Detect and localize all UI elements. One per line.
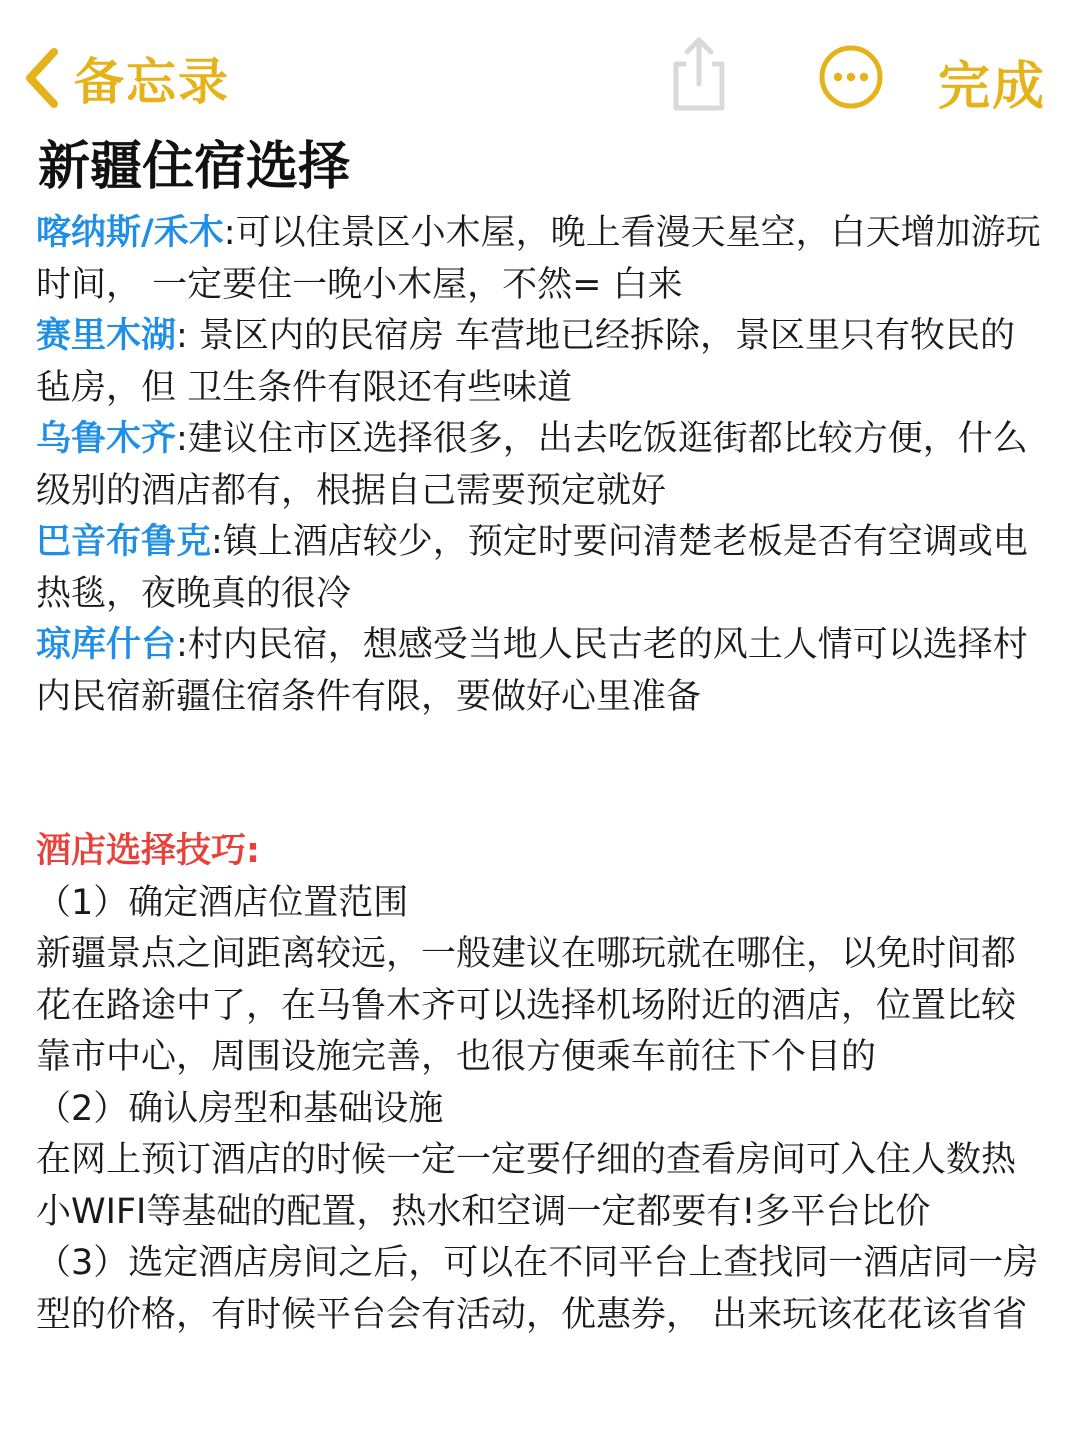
blank-lines [36,723,1042,826]
note-content[interactable] [36,134,1042,1341]
place-name: 巴音布鲁克 [36,522,212,562]
place-description: :村内民宿，想感受当地人民古老的风土人情可以选择村内民宿新疆住宿条件有限，要做好心里准备 [36,625,1028,717]
navigation-bar [0,0,1080,130]
more-icon [818,44,884,110]
place-name: 琼库什台 [36,625,177,665]
back-label: 备忘录 [74,53,230,111]
tips-line: （1）确定酒店位置范围 [36,882,409,923]
place-paragraph [36,208,1042,311]
tips-line: （3）选定酒店房间之后，可以在不同平台上查找同一酒店同一房型的价格，有时候平台会有活动，优惠券， 出来玩该花花该省省 [36,1243,1039,1335]
place-description: :可以住景区小木屋，晚上看漫天星空，白天增加游玩时间， 一定要住一晚小木屋，不然= 白来 [36,213,1041,305]
back-button[interactable] [22,40,230,116]
share-icon [664,34,734,114]
tips-line: 新疆景点之间距离较远，一般建议在哪玩就在哪住，以免时间都花在路途中了，在马鲁木齐可以选择机场附近的酒店，位置比较靠市中心，周围设施完善，也很方便乘车前往下个目的 [36,934,1017,1077]
place-paragraph [36,311,1042,414]
place-paragraph [36,517,1042,620]
place-name: 乌鲁木齐 [36,419,177,459]
done-button[interactable]: 完成 [938,57,1047,117]
tips-line: 在网上预订酒店的时候一定一定要仔细的查看房间可入住人数热小WIFI等基础的配置，热水和空调一定都要有!多平台比价 [36,1140,1017,1232]
place-name: 赛里木湖 [36,316,177,356]
place-name: 喀纳斯/禾木 [36,213,224,253]
place-description: :建议住市区选择很多，出去吃饭逛街都比较方便，什么级别的酒店都有，根据自己需要预定就好 [36,419,1028,511]
chevron-left-icon [22,46,60,110]
more-button[interactable] [818,44,884,110]
place-paragraph [36,414,1042,517]
tips-line: （2）确认房型和基础设施 [36,1088,444,1129]
note-title: 新疆住宿选择 [38,137,351,197]
place-description: :镇上酒店较少，预定时要问清楚老板是否有空调或电热毯，夜晚真的很冷 [36,522,1028,614]
place-description: : 景区内的民宿房 车营地已经拆除，景区里只有牧民的毡房，但 卫生条件有限还有些味道 [36,316,1016,408]
tips-title: 酒店选择技巧: [36,831,260,871]
place-paragraph [36,620,1042,723]
share-button[interactable] [664,34,734,114]
